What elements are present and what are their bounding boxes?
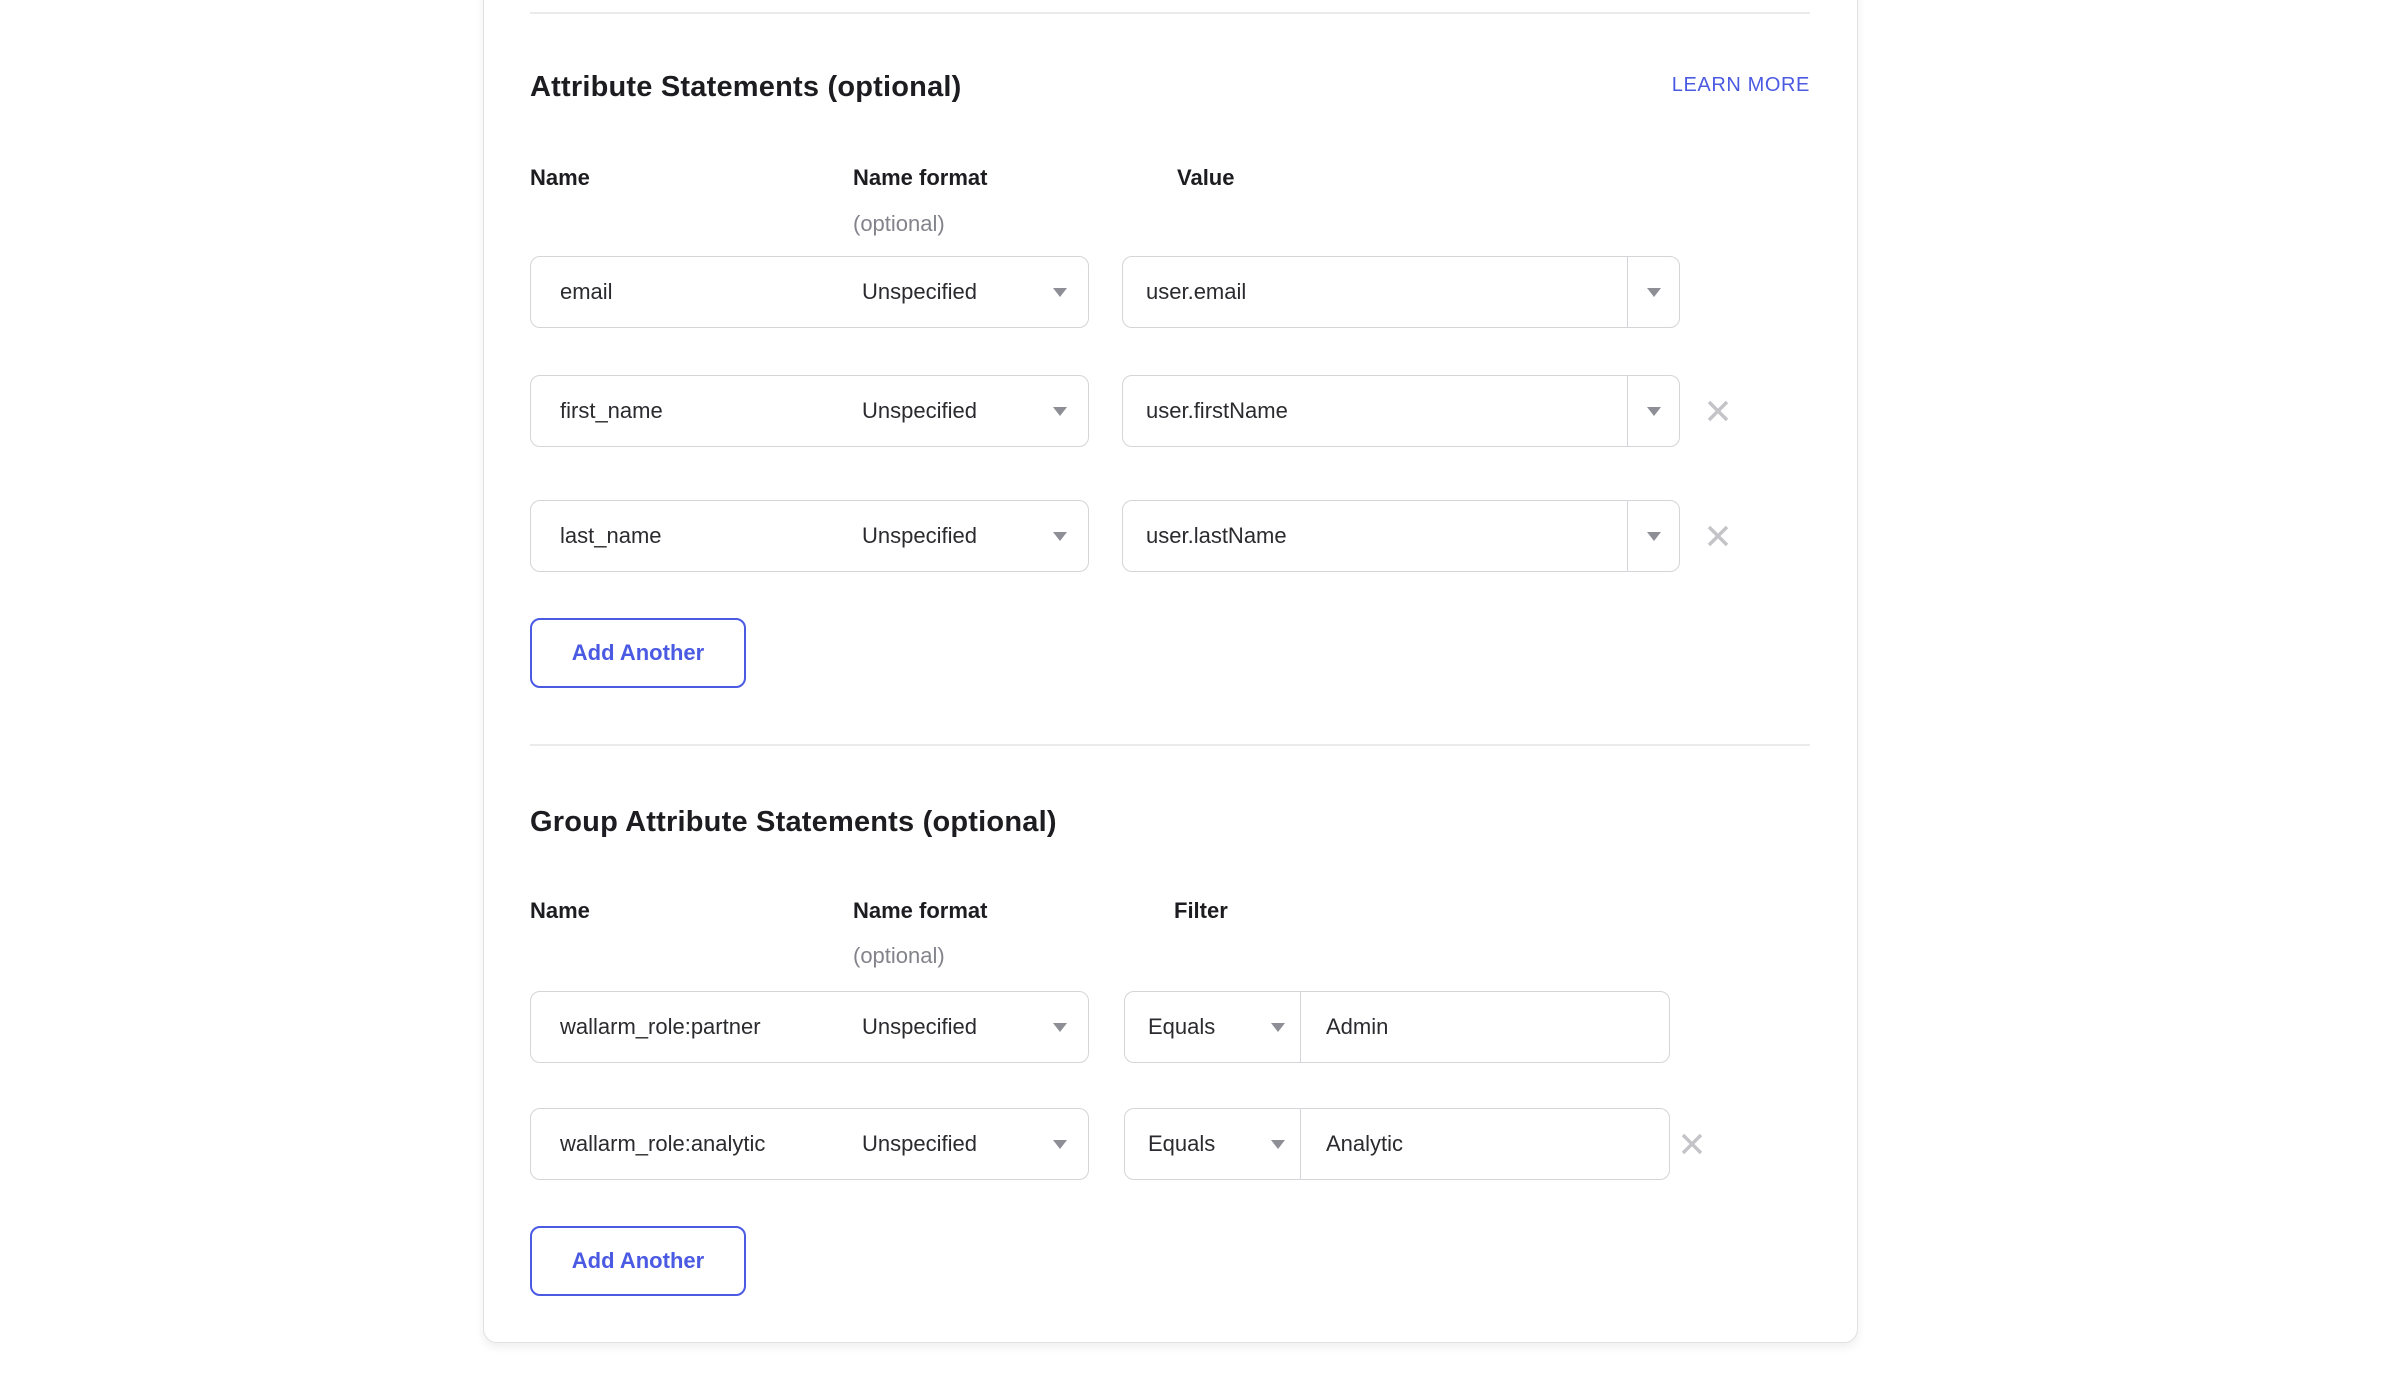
column-header-value: Value xyxy=(1177,165,1235,190)
attribute-name-format-group xyxy=(530,375,1089,447)
attribute-name-format-group xyxy=(530,500,1089,572)
attribute-name-format-select[interactable] xyxy=(838,376,1088,446)
group-name-format-optional-note: (optional) xyxy=(853,943,945,968)
group-name-format-group xyxy=(530,991,1089,1063)
attribute-value-dropdown-button[interactable] xyxy=(1627,376,1679,446)
learn-more-link[interactable]: LEARN MORE xyxy=(1671,74,1810,96)
attribute-value-group xyxy=(1122,375,1680,447)
group-column-header-name-format: Name format xyxy=(853,898,988,923)
group-attribute-row xyxy=(530,1108,1770,1180)
remove-row-button[interactable] xyxy=(1676,1128,1708,1160)
group-name-input[interactable] xyxy=(531,992,838,1062)
close-icon xyxy=(1706,524,1730,548)
chevron-down-icon xyxy=(1647,407,1661,416)
add-attribute-button[interactable]: Add Another xyxy=(530,618,746,688)
close-icon xyxy=(1680,1132,1704,1156)
attribute-name-format-select[interactable] xyxy=(838,257,1088,327)
filter-type-selected-value: Equals xyxy=(1148,1014,1216,1039)
name-format-selected-value: Unspecified xyxy=(862,279,977,304)
attribute-row xyxy=(530,375,1770,447)
group-name-input[interactable] xyxy=(531,1109,838,1179)
column-header-name-format: Name format xyxy=(853,165,988,190)
attribute-statements-title: Attribute Statements (optional) xyxy=(530,71,962,103)
group-filter-group xyxy=(1124,991,1670,1063)
group-column-header-filter: Filter xyxy=(1174,898,1228,923)
group-name-format-select[interactable] xyxy=(838,992,1088,1062)
attribute-row xyxy=(530,256,1770,328)
attribute-name-input[interactable] xyxy=(531,501,838,571)
group-column-header-name: Name xyxy=(530,898,590,923)
attribute-value-dropdown-button[interactable] xyxy=(1627,257,1679,327)
attribute-row xyxy=(530,500,1770,572)
top-section-divider xyxy=(530,12,1810,14)
group-name-format-select[interactable] xyxy=(838,1109,1088,1179)
group-attribute-statements-title: Group Attribute Statements (optional) xyxy=(530,806,1057,838)
remove-row-button[interactable] xyxy=(1702,395,1734,427)
group-filter-type-select[interactable] xyxy=(1125,992,1301,1062)
group-filter-group xyxy=(1124,1108,1670,1180)
mid-section-divider xyxy=(530,744,1810,746)
attribute-name-format-group xyxy=(530,256,1089,328)
name-format-selected-value: Unspecified xyxy=(862,398,977,423)
attribute-name-format-select[interactable] xyxy=(838,501,1088,571)
chevron-down-icon xyxy=(1271,1023,1285,1032)
close-icon xyxy=(1706,399,1730,423)
chevron-down-icon xyxy=(1647,532,1661,541)
chevron-down-icon xyxy=(1271,1140,1285,1149)
chevron-down-icon xyxy=(1053,1023,1067,1032)
column-header-name: Name xyxy=(530,165,590,190)
attribute-name-input[interactable] xyxy=(531,257,838,327)
name-format-optional-note: (optional) xyxy=(853,211,945,236)
attribute-value-input[interactable] xyxy=(1123,257,1627,327)
chevron-down-icon xyxy=(1053,288,1067,297)
add-group-attribute-button[interactable]: Add Another xyxy=(530,1226,746,1296)
chevron-down-icon xyxy=(1053,532,1067,541)
group-filter-type-select[interactable] xyxy=(1125,1109,1301,1179)
group-filter-value-input[interactable] xyxy=(1301,992,1669,1062)
attribute-name-input[interactable] xyxy=(531,376,838,446)
name-format-selected-value: Unspecified xyxy=(862,1131,977,1156)
attribute-value-dropdown-button[interactable] xyxy=(1627,501,1679,571)
attribute-value-input[interactable] xyxy=(1123,376,1627,446)
name-format-selected-value: Unspecified xyxy=(862,523,977,548)
attribute-value-group xyxy=(1122,256,1680,328)
name-format-selected-value: Unspecified xyxy=(862,1014,977,1039)
group-name-format-group xyxy=(530,1108,1089,1180)
attribute-value-group xyxy=(1122,500,1680,572)
group-attribute-row xyxy=(530,991,1770,1063)
filter-type-selected-value: Equals xyxy=(1148,1131,1216,1156)
group-filter-value-input[interactable] xyxy=(1301,1109,1669,1179)
attribute-value-input[interactable] xyxy=(1123,501,1627,571)
remove-row-button[interactable] xyxy=(1702,520,1734,552)
chevron-down-icon xyxy=(1053,407,1067,416)
chevron-down-icon xyxy=(1053,1140,1067,1149)
chevron-down-icon xyxy=(1647,288,1661,297)
